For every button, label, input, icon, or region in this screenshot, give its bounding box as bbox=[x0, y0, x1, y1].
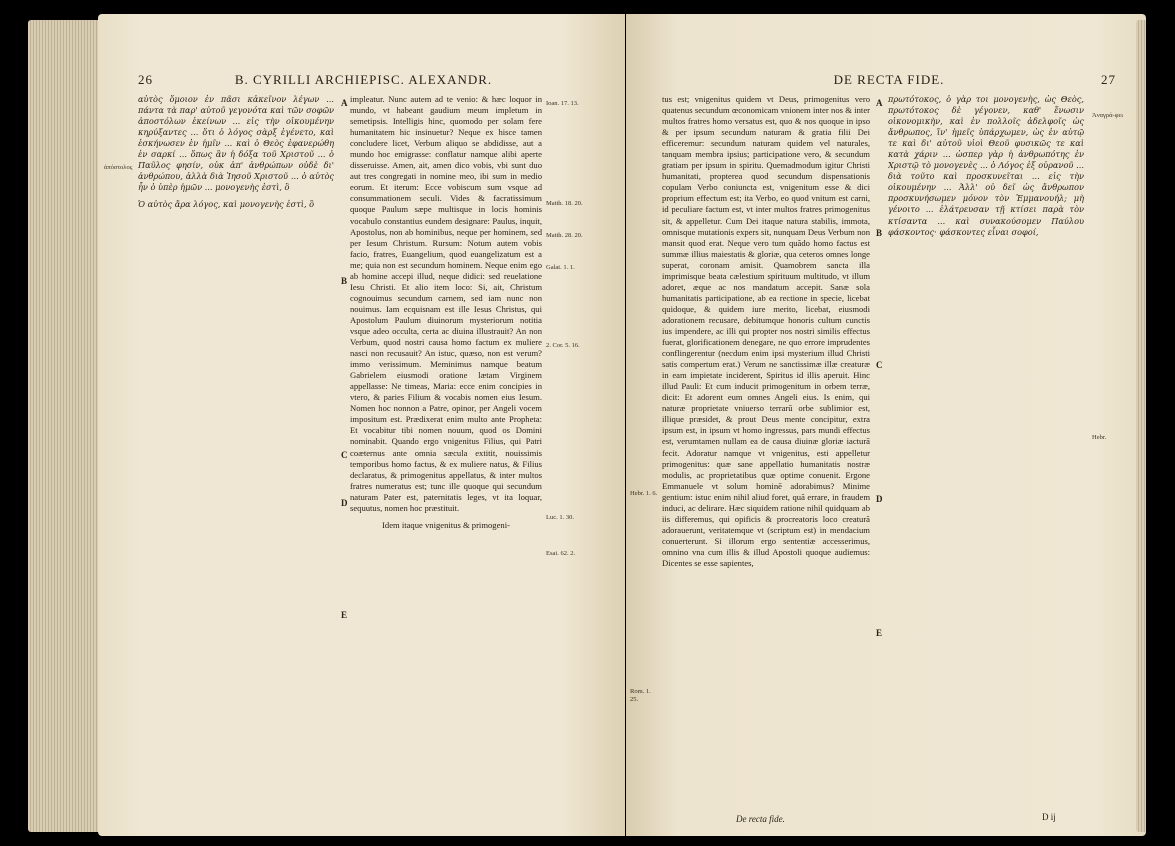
left-latin-last-line: Idem itaque vnigenitus & primogeni- bbox=[382, 519, 510, 530]
page-edge-stack bbox=[28, 20, 98, 832]
left-latin-column bbox=[350, 94, 542, 814]
right-greek-text: πρωτότοκος, ὁ γὰρ τοι μονογενὴς, ὡς Θεὸς, πρωτότοκος δὲ γέγονεν, καθ' ἕνωσιν οἰκονομικὴν, καὶ ἐν πολλοῖς ἀδελφοῖς ὡς ἄνθρωπος, ἵν' ἡμεῖς ὑπάρχωμεν, ὡς ἐν αὐτῷ τε καὶ δι' αὐτοῦ υἱοὶ Θεοῦ φυσικῶς τε καὶ κατὰ χάριν ... ὡσπερ γὰρ ἡ ἀνθρωπότης ἐν Χριστῷ τὸ μονογενὲς ... ὁ Λόγος ἐξ οὐρανοῦ ... διὰ τοῦτο καὶ προσκυνεῖται ... εἰς τὴν οἰκουμένην ... Ἀλλ' οὐ δεῖ ὡς ἄνθρωπον προσκυνήσωμεν μόνον τὸν Ἐμμανουήλ; μὴ γένοιτο ... ἐλάτρευσαν τῇ κτίσει παρὰ τὸν κτίσαντα ... καὶ συνακούσομεν Παύλου φάσκοντος· φάσκοντες εἶναι σοφοί, bbox=[888, 94, 1084, 237]
right-section-letter: C bbox=[876, 360, 883, 370]
right-margin-note: Rom. 1. 25. bbox=[630, 688, 651, 703]
left-margin-note: 2. Cor. 5. 16. bbox=[546, 342, 580, 349]
right-latin-column bbox=[662, 94, 870, 814]
left-running-title: B. CYRILLI ARCHIEPISC. ALEXANDR. bbox=[234, 72, 493, 87]
left-page bbox=[98, 14, 625, 836]
left-section-letter: C bbox=[341, 450, 348, 460]
left-greek-text: αὐτὸς ὅμοιον ἐν πᾶσι κἀκεῖνον λέγων ... πάντα τὰ παρ' αὐτοῦ γεγονότα καὶ τῶν σοφῶν ἀποστόλων ἐκείνων ... εἰς τὴν οἰκουμένην κηρύξαντες ... ὅτι ὁ λόγος σὰρξ ἐγένετο, καὶ ἐσκήνωσεν ἐν ἡμῖν ... καὶ ὁ Θεὸς ἐφανερώθη ἐν σαρκί ... ὅπως ἂν ἡ δόξα τοῦ Χριστοῦ ... ὁ Παῦλος φησίν, οὐκ ἀπ' ἀνθρώπων οὐδὲ δι' ἀνθρώπου, ἀλλὰ διὰ Ἰησοῦ Χριστοῦ ... ὁ αὐτὸς ἦν ὁ ὑπὲρ ἡμῶν ... μονογενὴς ἐστὶ, ὃ bbox=[138, 94, 334, 193]
left-section-letter: A bbox=[341, 98, 348, 108]
left-margin-note: Luc. 1. 30. bbox=[546, 514, 574, 521]
left-greek-column bbox=[138, 94, 334, 814]
right-greek-margin-note-hebr: Hebr. bbox=[1092, 434, 1107, 441]
left-greek-last-line: Ὁ αὐτὸς ἄρα λόγος, καὶ μονογενὴς ἐστὶ, ὃ bbox=[138, 199, 315, 210]
left-greek-margin-note: ἀπόστολος bbox=[104, 164, 133, 171]
right-running-title: DE RECTA FIDE. bbox=[833, 72, 945, 87]
right-section-letter: E bbox=[876, 628, 883, 638]
catchword: De recta fide. bbox=[736, 814, 785, 824]
left-margin-note: Ioan. 17. 13. bbox=[546, 100, 579, 107]
signature-mark: D ij bbox=[1042, 812, 1056, 822]
left-margin-note: Matth. 18. 20. bbox=[546, 200, 583, 207]
left-section-letter: D bbox=[341, 498, 348, 508]
left-section-letter: E bbox=[341, 610, 348, 620]
left-section-letter: B bbox=[341, 276, 348, 286]
left-page-header bbox=[138, 72, 589, 88]
right-page-header bbox=[662, 72, 1116, 88]
left-margin-note: Esai. 62. 2. bbox=[546, 550, 576, 557]
right-section-letter: D bbox=[876, 494, 883, 504]
right-section-letter: B bbox=[876, 228, 883, 238]
right-page-number: 27 bbox=[1101, 72, 1116, 87]
left-latin-text: impleatur. Nunc autem ad te venio: & hæc loquor in mundo, vt habeant gaudium meum impletum in semetipsis. Intelligis hinc, quomodo per solam fere humanitatem hic insinuetur? Neque ex hisce tamen concludere licet, Verbum aliquo se abdidisse, aut a mundo hoc emigrasse: conflatur namque alibi aperte disseruisse. Amen, ait, amen dico vobis, vbi sunt duo aut tres congregati in nomine meo, ibi sum in medio eorum. Et iterum: Ecce vobiscum sum vsque ad consummationem seculi. Vides & facratissimum quoque Paulum sæpe multisque in locis hominis vocabulo constantius eundem designare: Paulus, inquit, Apostolus, non ab hominibus, neque per hominem, sed per Iesum Christum. Rursum: Notum autem vobis facio, fratres, Euangelium, quod euangelizatum est a me; quia non est secundum hominem. Neque enim ego ab homine accepi illud, neque didici: sed reuelatione Iesu Christi. Et alio item loco: Si, ait, Christum cognouimus secundum carnem, sed iam nunc non nouimus. Iam ecquisnam est ille Iesus Christus, qui Apostolum Paulum diuinorum mysteriorum notitia vsque adeo occulta, certa ac diuina illustrauit? An non Verbum, quod nostri causa homo factum ex muliere nasci non recusauit? An istuc, quæso, non est verum? immo verissimum. Meminimus namque beatum Gabrielem eiusmodi oratione lætam Virginem appellasse: Ne timeas, Maria: ecce enim concipies in vtero, & paries Filium & vocabis nomen eius Iesum. Nomen hoc nonnon a Patre, opinor, per Angeli vocem impositum est. Prædixerat enim multo ante Propheta: Et vocabitur tibi nomen nouum, quod os Domini nominabit. Quando ergo vnigenitus Filius, qui Patri coæternus ante omnia sæcula extitit, nouissimis temporibus homo factus, & ex muliere natus, & Filius declaratus, & primogenitus appellatus, & inter multos fratres numeratus est; tunc ille quoque qui secundum naturam Pater est, paternitatis leges, vt ita loquar, sequutus, nomen hoc præstituit. bbox=[350, 94, 542, 513]
left-page-number: 26 bbox=[138, 72, 153, 87]
right-page bbox=[626, 14, 1146, 836]
right-latin-text: tus est; vnigenitus quidem vt Deus, primogenitus vero quatenus secundum œconomicam vnionem inter nos & inter multos fratres homo versatus est, quo & nos quoque in ipso & per ipsum secundum naturam & gratia filii Dei efficeremur: secundum naturam quidem vel naturales, tanquam membra ipsius; participatione vero, & secundum gratiam per ipsum in spiritu. Quemadmodum igitur Christi humanitati, propterea quod secundum dispensationis copulam Verbo coniuncta est, vnigenitum esse & dici proprium effectum est; ita Verbo, eo quod vnitum est carni, id peculiare factum est, vt inter multos fratres primogenitus sit, & appelletur. Cum Dei itaque natura stabilis, immota, omnisque mutationis expers sit, nunquam Deus Verbum non mansit quod erat. Neque vero tum quãdo homo factus est summæ illius maiestatis & gloriæ, qua ceteros omnes longe superat, coronam amisit. Quamobrem sancta illa imprimisque beata cælestium spirituum multitudo, vt illum adoret, æque ac nos mandatum accepit. Sanæ sola humanitatis participatione, ab ea rectione in specie, licebat quidoque, & quidem iure merito, licebat, eiusmodi adorationem recusare, debitumque honoris cultum cunctis ius impendere, ac illi qui propter nos nostri similis effectus fuerat, glorificationem denegare, ne quo errore imprudentes conflingerentur (necdum enim ipsi mysterium illud Christi satis compertum erat.) Verum ne sanctissimæ illæ creaturæ in eam impietate inciderent, Spiritus id illis aperuit. Hinc illud Pauli: Et cum inducit primogenitum in orbem terræ, dicit: Et adorent eum omnes Angeli eius. Is enim, qui naturæ proprietate vniuerso terrarū orbe sublimior est, illique præsidet, & prout Deus mente concipitur, extra ipsum est, in ipsum vt homo ingressus, pars mundi effectus est, verumtamen nullam ea de causa diuinæ gloriæ iacturā fecit. Adoratur namque vt vnigenitus, esti appelletur primogenitus: quæ sane appellatio humanitatis nostræ modulis, ac proprietatibus quæ optime conuenit. Ergone Emmanuele vt solum hominē adorabimus? Minime gentium: istuc enim nihil aliud foret, quã errare, in fraudem induci, ac delirare. Hæc siquidem ratione nihil quidquam ab iis differemus, qui opificis & procreatoris loco creaturã adorauerunt, veritatemque vt (scriptum est) in mendacium conuerterunt. Si illorum ergo sententiæ accesserimus, omnino vna cum illis & illud Apostoli quoque audiemus: Dicentes se esse sapientes, bbox=[662, 94, 870, 568]
right-greek-margin-note: Ἀναγρά-φει bbox=[1092, 112, 1123, 119]
left-margin-note: Matth. 28. 20. bbox=[546, 232, 583, 239]
right-section-letter: A bbox=[876, 98, 883, 108]
right-margin-note: Hebr. 1. 6. bbox=[630, 490, 658, 497]
right-page-edge bbox=[1136, 20, 1146, 832]
left-margin-note: Galat. 1. 1. bbox=[546, 264, 575, 271]
book-spread bbox=[20, 14, 1154, 836]
right-greek-column bbox=[888, 94, 1084, 814]
